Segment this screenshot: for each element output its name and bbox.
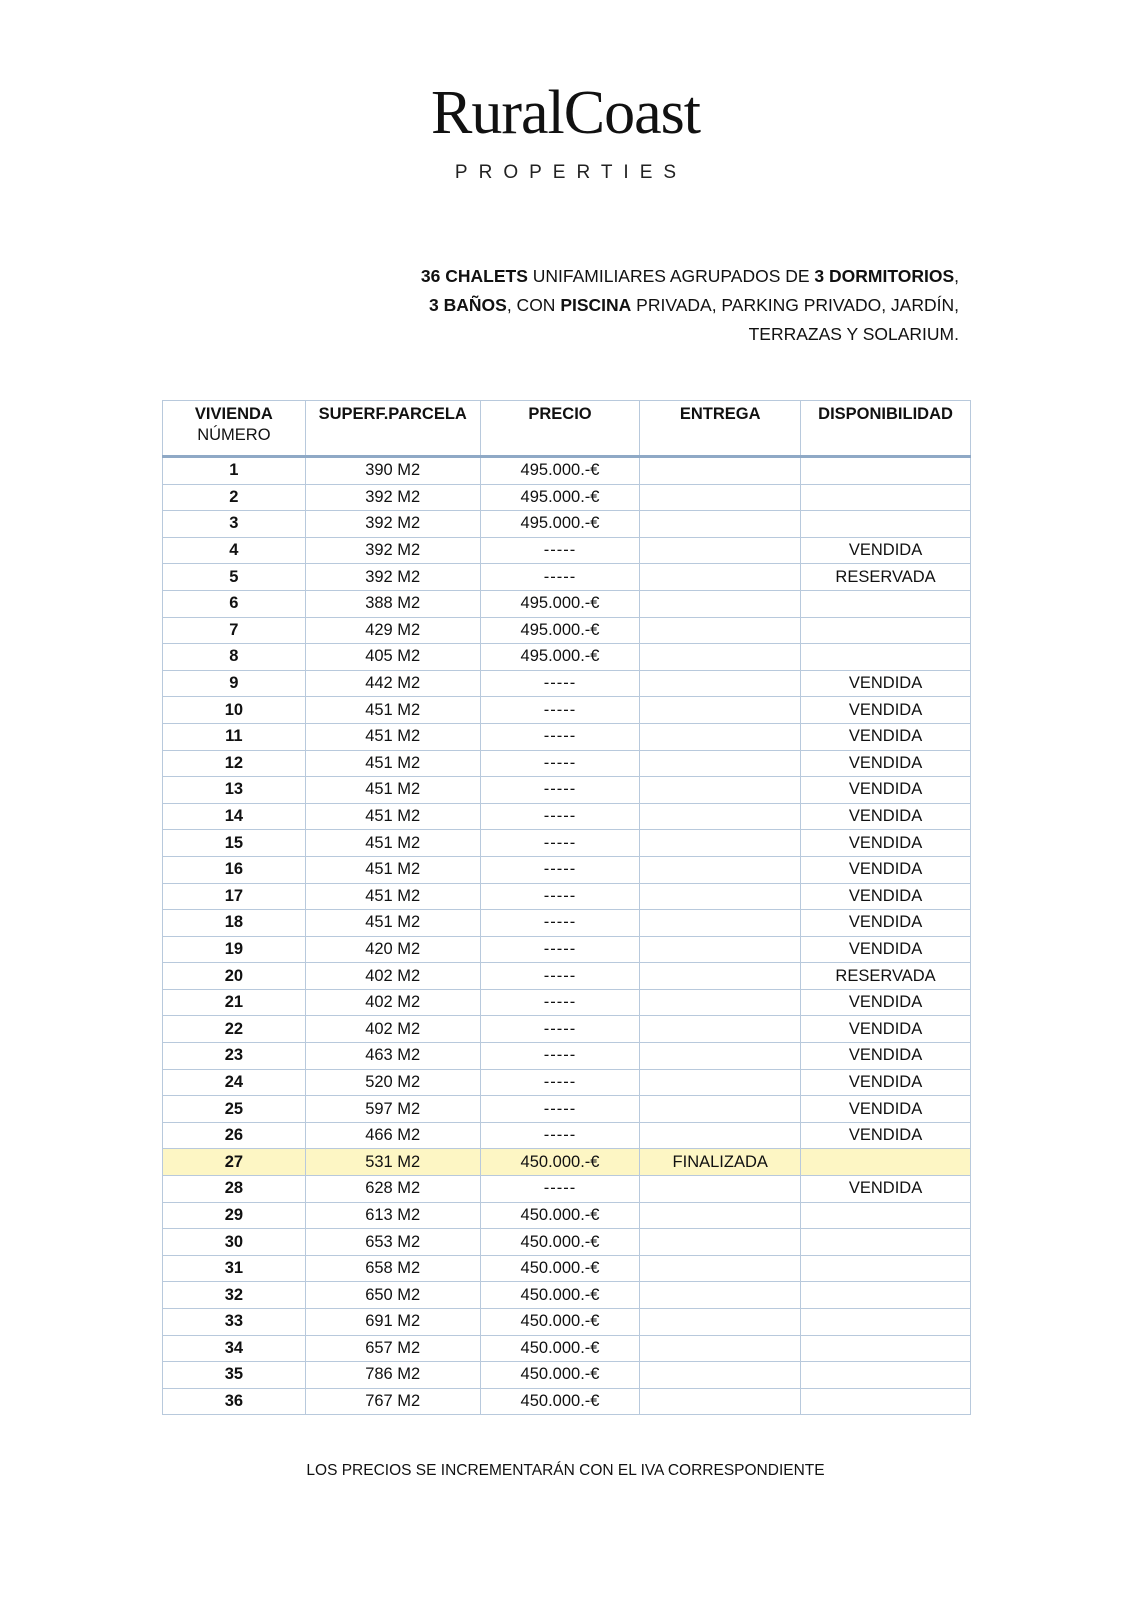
cell-superficie: 392 M2 (305, 484, 480, 511)
cell-superficie: 691 M2 (305, 1309, 480, 1336)
cell-vivienda-number: 8 (163, 644, 306, 671)
cell-entrega (640, 644, 801, 671)
cell-vivienda-number: 25 (163, 1096, 306, 1123)
cell-vivienda-number: 29 (163, 1202, 306, 1229)
cell-superficie: 463 M2 (305, 1043, 480, 1070)
logo-wordmark: RuralCoast (431, 79, 700, 147)
cell-disponibilidad (801, 1335, 971, 1362)
cell-superficie: 658 M2 (305, 1255, 480, 1282)
table-row (163, 936, 971, 963)
cell-precio: ----- (480, 1016, 640, 1043)
cell-disponibilidad: VENDIDA (801, 723, 971, 750)
cell-disponibilidad: VENDIDA (801, 1069, 971, 1096)
cell-precio: ----- (480, 670, 640, 697)
cell-vivienda-number: 15 (163, 830, 306, 857)
table-row (163, 697, 971, 724)
cell-vivienda-number: 5 (163, 564, 306, 591)
cell-entrega (640, 936, 801, 963)
cell-precio: 495.000.-€ (480, 484, 640, 511)
cell-entrega (640, 856, 801, 883)
table-row (163, 1176, 971, 1203)
table-body (163, 457, 971, 1415)
table-row (163, 1388, 971, 1415)
table-row (163, 883, 971, 910)
cell-precio: ----- (480, 697, 640, 724)
cell-disponibilidad: VENDIDA (801, 777, 971, 804)
cell-disponibilidad: VENDIDA (801, 750, 971, 777)
cell-disponibilidad: VENDIDA (801, 670, 971, 697)
cell-precio: ----- (480, 1176, 640, 1203)
cell-superficie: 451 M2 (305, 777, 480, 804)
cell-precio: 450.000.-€ (480, 1255, 640, 1282)
cell-superficie: 653 M2 (305, 1229, 480, 1256)
cell-precio: 495.000.-€ (480, 511, 640, 538)
cell-entrega (640, 1335, 801, 1362)
cell-precio: 495.000.-€ (480, 644, 640, 671)
cell-precio: ----- (480, 936, 640, 963)
cell-superficie: 442 M2 (305, 670, 480, 697)
cell-precio: 450.000.-€ (480, 1309, 640, 1336)
table-row (163, 537, 971, 564)
cell-vivienda-number: 27 (163, 1149, 306, 1176)
cell-superficie: 597 M2 (305, 1096, 480, 1123)
cell-precio: 450.000.-€ (480, 1388, 640, 1415)
cell-superficie: 451 M2 (305, 856, 480, 883)
development-description (339, 262, 959, 349)
cell-vivienda-number: 35 (163, 1362, 306, 1389)
cell-precio: ----- (480, 1122, 640, 1149)
cell-entrega: FINALIZADA (640, 1149, 801, 1176)
cell-superficie: 420 M2 (305, 936, 480, 963)
cell-superficie: 451 M2 (305, 697, 480, 724)
cell-precio: ----- (480, 830, 640, 857)
table-row (163, 617, 971, 644)
cell-superficie: 390 M2 (305, 457, 480, 485)
cell-disponibilidad: RESERVADA (801, 963, 971, 990)
table-row (163, 457, 971, 485)
header-disponibilidad: DISPONIBILIDAD (801, 401, 971, 457)
cell-disponibilidad (801, 590, 971, 617)
cell-disponibilidad: VENDIDA (801, 1043, 971, 1070)
cell-disponibilidad: VENDIDA (801, 936, 971, 963)
cell-precio: 450.000.-€ (480, 1202, 640, 1229)
cell-disponibilidad (801, 484, 971, 511)
cell-vivienda-number: 10 (163, 697, 306, 724)
table-row (163, 1282, 971, 1309)
table-row (163, 963, 971, 990)
emphasis-text: 3 BAÑOS (429, 295, 507, 315)
table-row (163, 1362, 971, 1389)
cell-disponibilidad (801, 644, 971, 671)
cell-precio: ----- (480, 723, 640, 750)
table-row (163, 910, 971, 937)
cell-disponibilidad (801, 1282, 971, 1309)
cell-vivienda-number: 16 (163, 856, 306, 883)
cell-entrega (640, 830, 801, 857)
table-row (163, 670, 971, 697)
cell-disponibilidad: VENDIDA (801, 1176, 971, 1203)
cell-superficie: 466 M2 (305, 1122, 480, 1149)
description-text: , (954, 266, 959, 286)
cell-entrega (640, 1255, 801, 1282)
cell-superficie: 657 M2 (305, 1335, 480, 1362)
cell-entrega (640, 1016, 801, 1043)
cell-disponibilidad: VENDIDA (801, 856, 971, 883)
cell-disponibilidad: VENDIDA (801, 989, 971, 1016)
cell-superficie: 402 M2 (305, 1016, 480, 1043)
cell-entrega (640, 1122, 801, 1149)
table-row (163, 1309, 971, 1336)
cell-disponibilidad (801, 1362, 971, 1389)
cell-superficie: 405 M2 (305, 644, 480, 671)
header-entrega: ENTREGA (640, 401, 801, 457)
table-row (163, 1069, 971, 1096)
cell-superficie: 451 M2 (305, 910, 480, 937)
table-row (163, 777, 971, 804)
cell-entrega (640, 1309, 801, 1336)
cell-superficie: 520 M2 (305, 1069, 480, 1096)
table-row (163, 564, 971, 591)
cell-disponibilidad (801, 617, 971, 644)
header-precio: PRECIO (480, 401, 640, 457)
cell-superficie: 392 M2 (305, 564, 480, 591)
cell-entrega (640, 1096, 801, 1123)
cell-disponibilidad: VENDIDA (801, 883, 971, 910)
cell-entrega (640, 910, 801, 937)
cell-entrega (640, 457, 801, 485)
cell-disponibilidad: RESERVADA (801, 564, 971, 591)
table-row (163, 1016, 971, 1043)
cell-precio: 450.000.-€ (480, 1149, 640, 1176)
header-vivienda-sublabel: NÚMERO (197, 426, 271, 444)
cell-vivienda-number: 11 (163, 723, 306, 750)
cell-precio: 450.000.-€ (480, 1362, 640, 1389)
cell-superficie: 392 M2 (305, 537, 480, 564)
table-row (163, 856, 971, 883)
description-text: , CON (506, 295, 561, 315)
cell-precio: ----- (480, 963, 640, 990)
table-row (163, 1149, 971, 1176)
cell-superficie: 531 M2 (305, 1149, 480, 1176)
table-row (163, 1096, 971, 1123)
cell-vivienda-number: 6 (163, 590, 306, 617)
cell-superficie: 451 M2 (305, 750, 480, 777)
cell-superficie: 402 M2 (305, 963, 480, 990)
cell-entrega (640, 1388, 801, 1415)
cell-vivienda-number: 2 (163, 484, 306, 511)
emphasis-text: 36 CHALETS (420, 266, 528, 286)
cell-vivienda-number: 26 (163, 1122, 306, 1149)
cell-vivienda-number: 19 (163, 936, 306, 963)
cell-disponibilidad (801, 511, 971, 538)
cell-vivienda-number: 4 (163, 537, 306, 564)
cell-entrega (640, 883, 801, 910)
cell-vivienda-number: 1 (163, 457, 306, 485)
header-vivienda-label: VIVIENDA (194, 405, 273, 423)
cell-superficie: 451 M2 (305, 723, 480, 750)
description-line-1 (339, 262, 959, 291)
cell-disponibilidad (801, 457, 971, 485)
cell-precio: ----- (480, 777, 640, 804)
cell-precio: ----- (480, 750, 640, 777)
cell-entrega (640, 989, 801, 1016)
cell-entrega (640, 963, 801, 990)
cell-vivienda-number: 31 (163, 1255, 306, 1282)
cell-vivienda-number: 18 (163, 910, 306, 937)
cell-vivienda-number: 13 (163, 777, 306, 804)
cell-vivienda-number: 12 (163, 750, 306, 777)
cell-precio: ----- (480, 883, 640, 910)
cell-vivienda-number: 17 (163, 883, 306, 910)
cell-disponibilidad (801, 1149, 971, 1176)
table-header-row (163, 401, 971, 457)
cell-vivienda-number: 9 (163, 670, 306, 697)
cell-precio: 450.000.-€ (480, 1282, 640, 1309)
table-row (163, 1335, 971, 1362)
emphasis-text: 3 DORMITORIOS (814, 266, 955, 286)
cell-entrega (640, 1362, 801, 1389)
cell-disponibilidad (801, 1309, 971, 1336)
table-row (163, 1229, 971, 1256)
cell-disponibilidad: VENDIDA (801, 830, 971, 857)
cell-vivienda-number: 28 (163, 1176, 306, 1203)
table-row (163, 644, 971, 671)
cell-entrega (640, 670, 801, 697)
cell-precio: 495.000.-€ (480, 617, 640, 644)
cell-vivienda-number: 36 (163, 1388, 306, 1415)
cell-entrega (640, 1282, 801, 1309)
cell-vivienda-number: 3 (163, 511, 306, 538)
cell-disponibilidad (801, 1255, 971, 1282)
cell-entrega (640, 803, 801, 830)
cell-superficie: 451 M2 (305, 883, 480, 910)
cell-precio: 495.000.-€ (480, 457, 640, 485)
cell-superficie: 767 M2 (305, 1388, 480, 1415)
cell-vivienda-number: 33 (163, 1309, 306, 1336)
cell-vivienda-number: 24 (163, 1069, 306, 1096)
cell-entrega (640, 511, 801, 538)
cell-entrega (640, 723, 801, 750)
availability-table (162, 400, 971, 1415)
cell-entrega (640, 564, 801, 591)
cell-precio: ----- (480, 803, 640, 830)
cell-precio: ----- (480, 537, 640, 564)
cell-superficie: 628 M2 (305, 1176, 480, 1203)
cell-superficie: 786 M2 (305, 1362, 480, 1389)
cell-entrega (640, 1069, 801, 1096)
cell-precio: ----- (480, 856, 640, 883)
cell-entrega (640, 617, 801, 644)
cell-entrega (640, 1043, 801, 1070)
cell-vivienda-number: 32 (163, 1282, 306, 1309)
cell-entrega (640, 1229, 801, 1256)
table-row (163, 484, 971, 511)
table-row (163, 989, 971, 1016)
cell-vivienda-number: 23 (163, 1043, 306, 1070)
cell-entrega (640, 697, 801, 724)
table-row (163, 1122, 971, 1149)
cell-superficie: 402 M2 (305, 989, 480, 1016)
cell-superficie: 392 M2 (305, 511, 480, 538)
cell-entrega (640, 1202, 801, 1229)
cell-disponibilidad (801, 1202, 971, 1229)
description-text: TERRAZAS Y SOLARIUM. (748, 324, 959, 344)
cell-superficie: 451 M2 (305, 830, 480, 857)
cell-disponibilidad: VENDIDA (801, 803, 971, 830)
cell-precio: 450.000.-€ (480, 1335, 640, 1362)
cell-precio: ----- (480, 564, 640, 591)
table-row (163, 1255, 971, 1282)
cell-superficie: 429 M2 (305, 617, 480, 644)
cell-precio: 450.000.-€ (480, 1229, 640, 1256)
cell-entrega (640, 777, 801, 804)
cell-superficie: 388 M2 (305, 590, 480, 617)
vat-note: LOS PRECIOS SE INCREMENTARÁN CON EL IVA CORRESPONDIENTE (306, 1462, 825, 1479)
emphasis-text: PISCINA (560, 295, 632, 315)
cell-vivienda-number: 34 (163, 1335, 306, 1362)
cell-disponibilidad (801, 1388, 971, 1415)
description-text: PRIVADA, PARKING PRIVADO, JARDÍN, (631, 295, 959, 315)
cell-vivienda-number: 7 (163, 617, 306, 644)
cell-superficie: 650 M2 (305, 1282, 480, 1309)
header-superficie: SUPERF.PARCELA (305, 401, 480, 457)
table-row (163, 830, 971, 857)
company-logo (0, 78, 1131, 184)
table-row (163, 803, 971, 830)
cell-disponibilidad: VENDIDA (801, 537, 971, 564)
cell-vivienda-number: 22 (163, 1016, 306, 1043)
table-row (163, 590, 971, 617)
cell-precio: ----- (480, 1069, 640, 1096)
table-row (163, 750, 971, 777)
cell-entrega (640, 750, 801, 777)
table-row (163, 723, 971, 750)
description-text: UNIFAMILIARES AGRUPADOS DE (527, 266, 815, 286)
cell-vivienda-number: 30 (163, 1229, 306, 1256)
cell-precio: ----- (480, 989, 640, 1016)
description-line-3 (339, 320, 959, 349)
logo-subtitle: PROPERTIES (454, 162, 688, 183)
cell-disponibilidad: VENDIDA (801, 1122, 971, 1149)
description-line-2 (339, 291, 959, 320)
table-row (163, 1202, 971, 1229)
cell-superficie: 613 M2 (305, 1202, 480, 1229)
cell-disponibilidad: VENDIDA (801, 1096, 971, 1123)
cell-vivienda-number: 21 (163, 989, 306, 1016)
table-row (163, 511, 971, 538)
table-row (163, 1043, 971, 1070)
header-vivienda (163, 401, 306, 457)
cell-entrega (640, 537, 801, 564)
cell-precio: ----- (480, 1043, 640, 1070)
cell-entrega (640, 484, 801, 511)
cell-entrega (640, 590, 801, 617)
cell-vivienda-number: 14 (163, 803, 306, 830)
cell-precio: ----- (480, 1096, 640, 1123)
cell-entrega (640, 1176, 801, 1203)
cell-superficie: 451 M2 (305, 803, 480, 830)
cell-disponibilidad: VENDIDA (801, 697, 971, 724)
cell-disponibilidad: VENDIDA (801, 1016, 971, 1043)
cell-disponibilidad: VENDIDA (801, 910, 971, 937)
cell-disponibilidad (801, 1229, 971, 1256)
cell-precio: ----- (480, 910, 640, 937)
cell-vivienda-number: 20 (163, 963, 306, 990)
cell-precio: 495.000.-€ (480, 590, 640, 617)
